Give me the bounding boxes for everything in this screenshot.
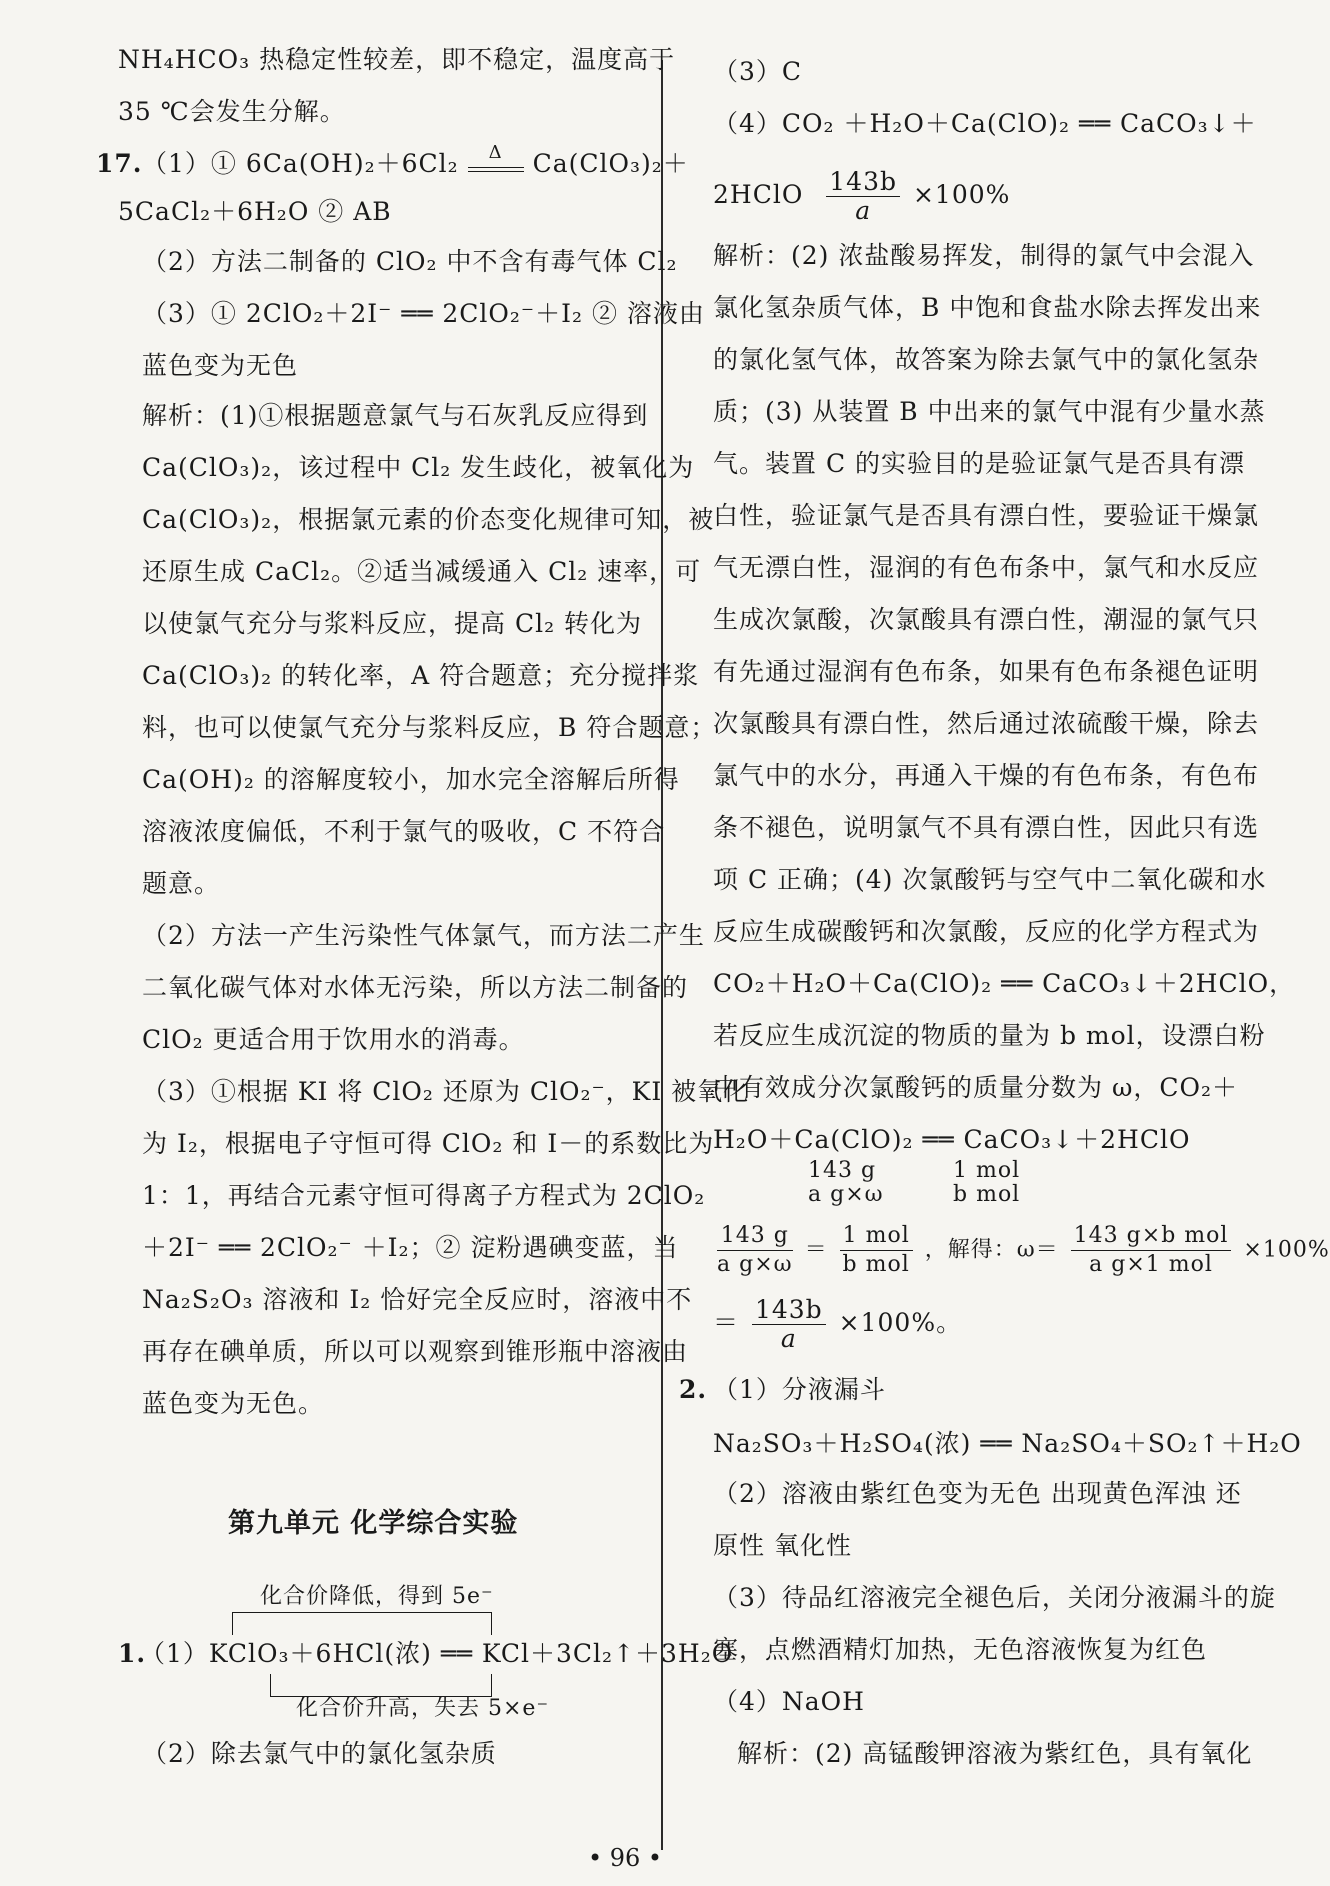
text-line: 蓝色变为无色。 bbox=[142, 1389, 325, 1418]
text-line: 生成次氯酸，次氯酸具有漂白性，潮湿的氯气只 bbox=[713, 605, 1260, 634]
numerator: 143b bbox=[752, 1296, 826, 1325]
mass-label: 143 g bbox=[808, 1158, 877, 1183]
page-number: • 96 • bbox=[587, 1844, 663, 1872]
text-line: 解析：(1)①根据题意氯气与石灰乳反应得到 bbox=[142, 401, 649, 430]
text-line: 气无漂白性，湿润的有色布条中，氯气和水反应 bbox=[713, 553, 1260, 582]
denominator: a bbox=[780, 1324, 797, 1353]
text-line: 中有效成分次氯酸钙的质量分数为 ω，CO₂＋ bbox=[713, 1073, 1238, 1102]
text-line: （2）方法一产生污染性气体氯气，而方法二产生 bbox=[142, 921, 705, 950]
text-line: 若反应生成沉淀的物质的量为 b mol，设漂白粉 bbox=[713, 1021, 1266, 1050]
text-line: CO₂＋H₂O＋Ca(ClO)₂ ══ CaCO₃↓＋2HClO， bbox=[713, 969, 1296, 998]
formula-line: $\frac{143 g}{\text{a g×ω}}$ ＝ $\frac{\text{1 mol}}{\text{b mol}}$ ，解得：ω＝ $\frac{\text{143 g×b mol}}{\text{a g×1 mol}}$ ×100% bbox=[717, 1223, 1330, 1277]
text-line: 溶液浓度偏低，不利于氯气的吸收，C 不符合 bbox=[142, 817, 666, 846]
formula-part: 2HClO bbox=[713, 180, 804, 209]
heat-condition bbox=[468, 142, 524, 172]
text-line: 5CaCl₂＋6H₂O ② AB bbox=[118, 197, 392, 226]
formula-line bbox=[713, 1296, 962, 1353]
text-line: 气。装置 C 的实验目的是验证氯气是否具有漂 bbox=[713, 449, 1246, 478]
text-line: 题意。 bbox=[142, 869, 221, 898]
numerator: 143 g bbox=[717, 1222, 793, 1251]
text-line: 质；(3) 从装置 B 中出来的氯气中混有少量水蒸 bbox=[713, 397, 1266, 426]
equation-part: （1）① 6Ca(OH)₂＋6Cl₂ bbox=[142, 149, 459, 178]
text-line: （4）CO₂ ＋H₂O＋Ca(ClO)₂ ══ CaCO₃↓＋ bbox=[713, 109, 1257, 138]
fraction bbox=[717, 1222, 793, 1279]
text-line: Na₂SO₃＋H₂SO₄(浓) ══ Na₂SO₄＋SO₂↑＋H₂O bbox=[713, 1429, 1302, 1458]
text-line: （3）待品红溶液完全褪色后，关闭分液漏斗的旋 bbox=[713, 1583, 1276, 1612]
question-number: 1. bbox=[118, 1639, 147, 1668]
text-line: ClO₂ 更适合用于饮用水的消毒。 bbox=[142, 1025, 525, 1054]
text-line: 氯气中的水分，再通入干燥的有色布条，有色布 bbox=[713, 761, 1260, 790]
text-line: 二氧化碳气体对水体无污染，所以方法二制备的 bbox=[142, 973, 689, 1002]
formula-line bbox=[713, 168, 1010, 225]
denominator: b mol bbox=[842, 1252, 910, 1277]
text-line: 反应生成碳酸钙和次氯酸，反应的化学方程式为 bbox=[713, 917, 1260, 946]
denominator: a g×1 mol bbox=[1089, 1252, 1213, 1277]
formula-part: ×100%。 bbox=[838, 1308, 963, 1337]
text-line: 项 C 正确；(4) 次氯酸钙与空气中二氧化碳和水 bbox=[713, 865, 1267, 894]
text-line: Ca(ClO₃)₂，根据氯元素的价态变化规律可知，被 bbox=[142, 505, 715, 534]
formula-part: ×100% bbox=[912, 180, 1011, 209]
diagram-label-bottom: 化合价升高，失去 5×e⁻ bbox=[296, 1696, 550, 1721]
text-line: ＋2I⁻ ══ 2ClO₂⁻ ＋I₂；② 淀粉遇碘变蓝，当 bbox=[142, 1233, 679, 1262]
fraction bbox=[826, 168, 900, 225]
denominator: a g×ω bbox=[717, 1252, 793, 1277]
text-line: 塞，点燃酒精灯加热，无色溶液恢复为红色 bbox=[713, 1635, 1208, 1664]
text-line: 蓝色变为无色 bbox=[142, 351, 299, 380]
mole-label: 1 mol bbox=[953, 1158, 1021, 1183]
text-line: 35 ℃会发生分解。 bbox=[118, 97, 346, 126]
text-line: Na₂S₂O₃ 溶液和 I₂ 恰好完全反应时，溶液中不 bbox=[142, 1285, 693, 1314]
text-line: 白性，验证氯气是否具有漂白性，要验证干燥氯 bbox=[713, 501, 1260, 530]
formula-part: ×100% bbox=[1243, 1237, 1330, 1263]
equation-line bbox=[142, 142, 689, 180]
text-line: （4）NaOH bbox=[713, 1687, 865, 1716]
text-line: Ca(OH)₂ 的溶解度较小，加水完全溶解后所得 bbox=[142, 765, 680, 794]
text-line: 氯化氢杂质气体，B 中饱和食盐水除去挥发出来 bbox=[713, 293, 1262, 322]
mole-label: b mol bbox=[953, 1182, 1021, 1207]
text-line: 为 I₂，根据电子守恒可得 ClO₂ 和 I－的系数比为 bbox=[142, 1129, 715, 1158]
text-line: 解析：(2) 浓盐酸易挥发，制得的氯气中会混入 bbox=[713, 241, 1255, 270]
text-line: 条不褪色，说明氯气不具有漂白性，因此只有选 bbox=[713, 813, 1260, 842]
text-line: （2）方法二制备的 ClO₂ 中不含有毒气体 Cl₂ bbox=[142, 247, 678, 276]
numerator: 1 mol bbox=[840, 1222, 913, 1251]
delta-symbol: Δ bbox=[488, 142, 503, 163]
numerator: 143 g×b mol bbox=[1071, 1222, 1232, 1251]
unit-heading: 第九单元 化学综合实验 bbox=[228, 1508, 519, 1539]
text-line: H₂O＋Ca(ClO)₂ ══ CaCO₃↓＋2HClO bbox=[713, 1125, 1191, 1154]
text-line: Ca(ClO₃)₂ 的转化率，A 符合题意；充分搅拌浆 bbox=[142, 661, 700, 690]
text-line: 次氯酸具有漂白性，然后通过浓硫酸干燥，除去 bbox=[713, 709, 1260, 738]
question-number: 17. bbox=[96, 149, 143, 178]
text-line: 还原生成 CaCl₂。②适当减缓通入 Cl₂ 速率，可 bbox=[142, 557, 702, 586]
fraction bbox=[840, 1222, 913, 1279]
text-line: 以使氯气充分与浆料反应，提高 Cl₂ 转化为 bbox=[142, 609, 643, 638]
denominator: a bbox=[855, 196, 872, 225]
oxidation-bracket bbox=[270, 1674, 492, 1697]
text-line: 有先通过湿润有色布条，如果有色布条褪色证明 bbox=[713, 657, 1260, 686]
text-line: （1）分液漏斗 bbox=[713, 1375, 886, 1404]
text-line: 的氯化氢气体，故答案为除去氯气中的氯化氢杂 bbox=[713, 345, 1260, 374]
equation-line: （1）KClO₃＋6HCl(浓) ══ KCl＋3Cl₂↑＋3H₂O bbox=[140, 1639, 734, 1668]
mass-label: a g×ω bbox=[808, 1182, 884, 1207]
formula-part: ＝ bbox=[713, 1308, 740, 1337]
text-line: NH₄HCO₃ 热稳定性较差，即不稳定，温度高于 bbox=[118, 45, 676, 74]
text-line: （2）溶液由紫红色变为无色 出现黄色浑浊 还 bbox=[713, 1479, 1242, 1508]
text-line: 原性 氧化性 bbox=[713, 1531, 852, 1560]
text-line: 解析：(2) 高锰酸钾溶液为紫红色，具有氧化 bbox=[737, 1739, 1253, 1768]
text-line: （2）除去氯气中的氯化氢杂质 bbox=[142, 1739, 497, 1768]
question-number: 2. bbox=[679, 1375, 708, 1404]
fraction bbox=[752, 1296, 826, 1353]
text-line: 料，也可以使氯气充分与浆料反应，B 符合题意； bbox=[142, 713, 717, 742]
text-line: 1：1，再结合元素守恒可得离子方程式为 2ClO₂ bbox=[142, 1181, 706, 1210]
equation-part: Ca(ClO₃)₂＋ bbox=[532, 149, 689, 178]
fraction bbox=[1071, 1222, 1232, 1279]
numerator: 143b bbox=[826, 168, 900, 197]
text-line: （3）①根据 KI 将 ClO₂ 还原为 ClO₂⁻，KI 被氧化 bbox=[142, 1077, 750, 1106]
text-line: 再存在碘单质，所以可以观察到锥形瓶中溶液由 bbox=[142, 1337, 689, 1366]
reduction-bracket bbox=[232, 1612, 492, 1635]
text-line: Ca(ClO₃)₂，该过程中 Cl₂ 发生歧化，被氧化为 bbox=[142, 453, 695, 482]
formula-part: ，解得：ω＝ bbox=[924, 1237, 1059, 1263]
diagram-label-top: 化合价降低，得到 5e⁻ bbox=[260, 1584, 494, 1609]
text-line: （3）① 2ClO₂＋2I⁻ ══ 2ClO₂⁻＋I₂ ② 溶液由 bbox=[142, 299, 705, 328]
text-line: （3）C bbox=[713, 57, 803, 86]
